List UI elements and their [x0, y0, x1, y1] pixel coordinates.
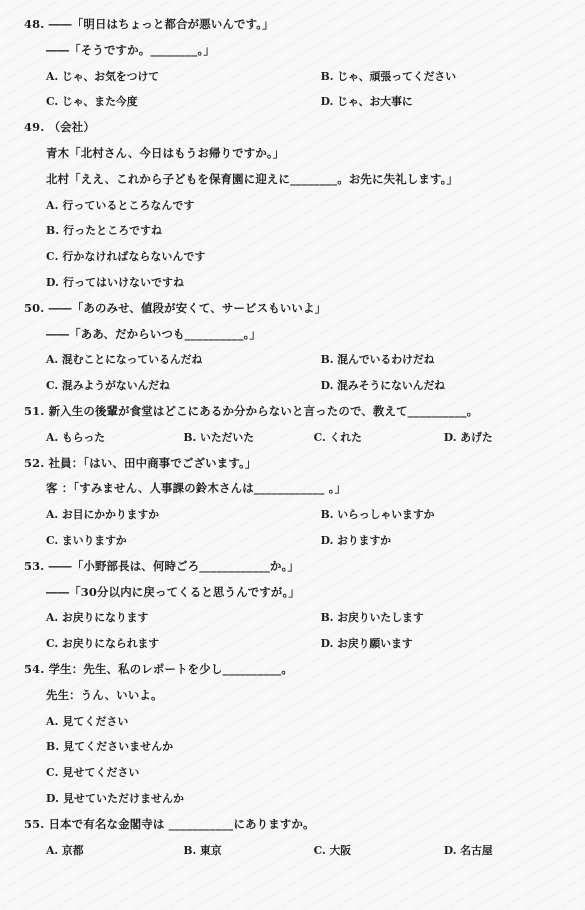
q53-options-row1	[24, 605, 574, 631]
q52-option-a: A. お目にかかりますか	[46, 508, 160, 522]
q51-prompt: 51. 新入生の後輩が食堂はどこにあるか分からないと言ったので、教えて__________。	[24, 403, 479, 418]
q51-option-c: C. くれた	[313, 430, 362, 444]
q52-option-c: C. まいりますか	[46, 533, 127, 547]
q48-prompt: 48. ――「明日はちょっと都合が悪いんです。」	[24, 17, 274, 31]
q48-options-row1	[24, 64, 574, 90]
q55-option-d: D. 名古屋	[443, 843, 493, 857]
q48-option-a: A. じゃ、お気をつけて	[46, 69, 160, 83]
q53-option-a: A. お戻りになります	[46, 611, 149, 625]
q53-option-d: D. お戻り願います	[320, 637, 413, 651]
q54-dialog: 先生：うん、いいよ。	[46, 687, 163, 702]
q55-prompt: 55. 日本で有名な金閣寺は ___________にありますか。	[24, 816, 315, 831]
q53-option-b: B. お戻りいたします	[320, 611, 424, 625]
q48-option-b: B. じゃ、頑張ってください	[320, 69, 457, 83]
q53-option-c: C. お戻りになられます	[46, 637, 160, 651]
q49-dialog-2: 北村「ええ、これから子どもを保育園に迎えに________。お先に失礼します。」	[46, 171, 459, 186]
q49-option-d: D. 行ってはいけないですね	[46, 275, 185, 289]
q50-options-row1	[24, 347, 574, 373]
q49-option-c: C. 行かなければならないんです	[46, 250, 206, 264]
q52-options-row1	[24, 502, 574, 528]
q49-option-b: B. 行ったところですね	[46, 224, 163, 238]
q53-options-row2	[24, 631, 574, 657]
q52-prompt: 52. 社員：「はい、田中商事でございます。」	[24, 455, 257, 470]
q51-options	[24, 425, 574, 451]
q50-option-c: C. 混みようがないんだね	[46, 379, 170, 393]
q55-option-b: B. 東京	[183, 843, 222, 857]
q54-option-b: B. 見てくださいませんか	[46, 740, 174, 754]
q54-option-c: C. 見せてください	[46, 766, 140, 780]
q50-prompt: 50. ――「あのみせ、値段が安くて、サービスもいいよ」	[24, 300, 327, 315]
q55-option-a: A. 京都	[46, 843, 84, 857]
q48-option-d: D. じゃ、お大事に	[320, 95, 413, 109]
q51-option-a: A. もらった	[46, 430, 106, 444]
q49-prompt: 49. （会社）	[24, 120, 95, 135]
q50-reply: ――「ああ、だからいつも__________。」	[46, 326, 262, 341]
q52-options-row2	[24, 528, 574, 554]
q50-option-a: A. 混むことになっているんだね	[46, 353, 203, 367]
q52-option-d: D. おりますか	[320, 533, 392, 547]
q49-option-a: A. 行っているところなんです	[46, 198, 195, 212]
q51-option-b: B. いただいた	[183, 430, 255, 444]
q48-options-row2	[24, 89, 574, 115]
q53-reply: ――「30分以内に戻ってくると思うんですが。」	[46, 584, 300, 599]
q54-option-a: A. 見てください	[46, 714, 129, 728]
q54-option-d: D. 見せていただけませんか	[46, 791, 185, 805]
q51-option-d: D. あげた	[443, 430, 493, 444]
q52-option-b: B. いらっしゃいますか	[320, 508, 435, 522]
q54-prompt: 54. 学生：先生、私のレポートを少し__________。	[24, 661, 293, 676]
q55-option-c: C. 大阪	[313, 843, 352, 857]
q50-option-d: D. 混みそうにないんだね	[320, 379, 446, 393]
q53-prompt: 53. ――「小野部長は、何時ごろ____________か。」	[24, 558, 300, 573]
q48-option-c: C. じゃ、また今度	[46, 95, 138, 109]
q55-options	[24, 838, 574, 864]
q50-options-row2	[24, 373, 574, 399]
q50-option-b: B. 混んでいるわけだね	[320, 353, 435, 367]
question-list	[24, 12, 574, 863]
q48-reply: ――「そうですか。________。」	[46, 42, 215, 57]
q52-dialog: 客 ：「すみません、人事課の鈴木さんは____________ 。」	[46, 481, 347, 496]
q49-dialog-1: 青木「北村さん、今日はもうお帰りですか。」	[46, 145, 285, 160]
